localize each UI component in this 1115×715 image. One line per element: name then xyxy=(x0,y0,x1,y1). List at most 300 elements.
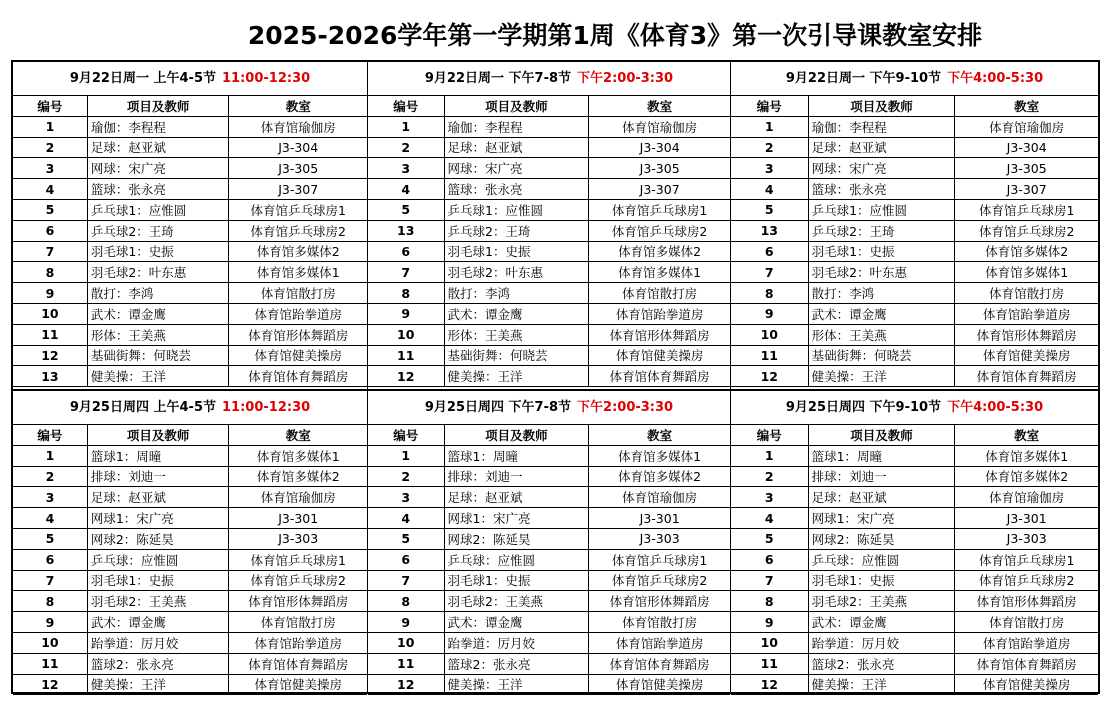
row-project-teacher: 健美操：王洋 xyxy=(808,366,955,387)
table-header-row xyxy=(13,425,367,445)
row-project-teacher: 散打：李鸿 xyxy=(444,283,589,304)
row-room: 体育馆多媒体1 xyxy=(589,445,730,466)
row-number: 5 xyxy=(731,199,808,220)
row-project-teacher: 足球：赵亚斌 xyxy=(808,137,955,158)
row-number: 9 xyxy=(731,303,808,324)
row-room: J3-305 xyxy=(955,158,1098,179)
table-row xyxy=(731,116,1098,137)
row-room: 体育馆多媒体1 xyxy=(229,445,367,466)
row-project-teacher: 排球：刘迪一 xyxy=(444,466,589,487)
table-header-row xyxy=(13,96,367,116)
row-room: 体育馆乒乓球房1 xyxy=(955,549,1098,570)
row-number: 7 xyxy=(13,241,87,262)
row-number: 3 xyxy=(368,487,444,508)
table-row xyxy=(13,116,367,137)
row-project-teacher: 网球：宋广亮 xyxy=(808,158,955,179)
table-row xyxy=(368,674,730,695)
schedule-grid xyxy=(11,60,1100,694)
row-project-teacher: 篮球2：张永亮 xyxy=(444,653,589,674)
row-project-teacher: 武术：谭金鹰 xyxy=(808,303,955,324)
row-room: 体育馆瑜伽房 xyxy=(589,487,730,508)
row-room: 体育馆形体舞蹈房 xyxy=(955,324,1098,345)
row-room: 体育馆跆拳道房 xyxy=(589,632,730,653)
row-number: 11 xyxy=(731,345,808,366)
table-row xyxy=(13,262,367,283)
row-project-teacher: 乒乓球1：应惟圆 xyxy=(87,199,229,220)
row-number: 5 xyxy=(368,199,444,220)
row-project-teacher: 羽毛球1：史振 xyxy=(444,241,589,262)
row-number: 7 xyxy=(731,262,808,283)
row-room: 体育馆健美操房 xyxy=(229,674,367,695)
row-number: 1 xyxy=(368,116,444,137)
row-number: 7 xyxy=(368,262,444,283)
row-project-teacher: 乒乓球：应惟圆 xyxy=(444,549,589,570)
table-header-row xyxy=(368,425,730,445)
table-row xyxy=(13,445,367,466)
table-row xyxy=(13,179,367,200)
row-room: 体育馆乒乓球房2 xyxy=(229,570,367,591)
session-time: 下午2:00-3:30 xyxy=(577,71,674,86)
table-row xyxy=(731,528,1098,549)
row-project-teacher: 足球：赵亚斌 xyxy=(87,137,229,158)
table-row xyxy=(13,241,367,262)
table-row xyxy=(13,366,367,387)
row-room: J3-301 xyxy=(955,508,1098,529)
row-room: J3-304 xyxy=(589,137,730,158)
row-project-teacher: 网球1：宋广亮 xyxy=(808,508,955,529)
row-project-teacher: 乒乓球2：王琦 xyxy=(444,220,589,241)
row-number: 3 xyxy=(13,487,87,508)
row-room: 体育馆多媒体2 xyxy=(589,241,730,262)
row-room: 体育馆瑜伽房 xyxy=(955,487,1098,508)
row-number: 9 xyxy=(13,283,87,304)
row-room: 体育馆乒乓球房2 xyxy=(589,570,730,591)
table-row xyxy=(368,570,730,591)
row-room: 体育馆健美操房 xyxy=(589,674,730,695)
row-number: 8 xyxy=(368,283,444,304)
row-number: 10 xyxy=(731,632,808,653)
table-header-row xyxy=(368,96,730,116)
row-project-teacher: 足球：赵亚斌 xyxy=(444,137,589,158)
schedule-header xyxy=(731,391,1098,425)
row-number: 3 xyxy=(731,158,808,179)
row-room: J3-307 xyxy=(955,179,1098,200)
table-row xyxy=(731,303,1098,324)
schedule-block xyxy=(13,389,367,692)
table-row xyxy=(368,220,730,241)
row-number: 2 xyxy=(368,466,444,487)
header-no: 编号 xyxy=(13,96,87,116)
row-project-teacher: 健美操：王洋 xyxy=(808,674,955,695)
header-no: 编号 xyxy=(731,425,808,445)
row-number: 2 xyxy=(731,137,808,158)
row-project-teacher: 网球2：陈延昊 xyxy=(87,528,229,549)
session-time: 11:00-12:30 xyxy=(222,400,311,415)
row-project-teacher: 乒乓球2：王琦 xyxy=(87,220,229,241)
row-project-teacher: 篮球：张永亮 xyxy=(87,179,229,200)
row-project-teacher: 乒乓球2：王琦 xyxy=(808,220,955,241)
row-number: 13 xyxy=(13,366,87,387)
schedule-table xyxy=(731,425,1098,695)
row-project-teacher: 基础街舞：何晓芸 xyxy=(808,345,955,366)
row-room: 体育馆跆拳道房 xyxy=(229,632,367,653)
row-number: 11 xyxy=(13,653,87,674)
row-number: 13 xyxy=(731,220,808,241)
row-room: 体育馆乒乓球房2 xyxy=(955,220,1098,241)
row-number: 12 xyxy=(368,674,444,695)
row-room: J3-305 xyxy=(589,158,730,179)
session-date: 9月25日周四 下午9-10节 xyxy=(785,400,942,415)
schedule-block xyxy=(13,62,367,389)
row-number: 6 xyxy=(731,241,808,262)
row-room: 体育馆瑜伽房 xyxy=(229,487,367,508)
table-row xyxy=(13,466,367,487)
row-room: 体育馆形体舞蹈房 xyxy=(229,324,367,345)
row-room: 体育馆健美操房 xyxy=(955,674,1098,695)
row-project-teacher: 瑜伽：李程程 xyxy=(808,116,955,137)
row-project-teacher: 网球2：陈延昊 xyxy=(444,528,589,549)
row-number: 3 xyxy=(13,158,87,179)
row-project-teacher: 羽毛球2：王美燕 xyxy=(87,591,229,612)
row-number: 6 xyxy=(13,549,87,570)
row-project-teacher: 足球：赵亚斌 xyxy=(808,487,955,508)
row-number: 8 xyxy=(731,283,808,304)
table-row xyxy=(731,653,1098,674)
table-row xyxy=(13,137,367,158)
table-row xyxy=(13,528,367,549)
table-row xyxy=(731,549,1098,570)
row-number: 12 xyxy=(13,345,87,366)
header-project: 项目及教师 xyxy=(87,425,229,445)
table-row xyxy=(368,487,730,508)
table-row xyxy=(368,116,730,137)
row-project-teacher: 羽毛球1：史振 xyxy=(808,570,955,591)
row-number: 11 xyxy=(368,345,444,366)
row-number: 7 xyxy=(13,570,87,591)
row-room: 体育馆多媒体1 xyxy=(955,262,1098,283)
row-room: 体育馆跆拳道房 xyxy=(589,303,730,324)
row-number: 7 xyxy=(731,570,808,591)
header-room: 教室 xyxy=(955,425,1098,445)
row-room: 体育馆体育舞蹈房 xyxy=(589,366,730,387)
row-number: 1 xyxy=(13,445,87,466)
table-row xyxy=(13,158,367,179)
row-number: 12 xyxy=(13,674,87,695)
table-header-row xyxy=(731,425,1098,445)
page-title: 2025-2026学年第一学期第1周《体育3》第一次引导课教室安排 xyxy=(247,21,983,50)
row-number: 4 xyxy=(731,179,808,200)
schedule-block xyxy=(730,62,1098,389)
header-project: 项目及教师 xyxy=(444,425,589,445)
table-row xyxy=(731,612,1098,633)
row-room: 体育馆瑜伽房 xyxy=(955,116,1098,137)
header-project: 项目及教师 xyxy=(87,96,229,116)
row-number: 6 xyxy=(731,549,808,570)
row-number: 4 xyxy=(13,179,87,200)
row-room: 体育馆多媒体2 xyxy=(955,466,1098,487)
row-project-teacher: 羽毛球1：史振 xyxy=(87,570,229,591)
table-row xyxy=(368,303,730,324)
schedule-header xyxy=(368,62,730,96)
table-row xyxy=(368,345,730,366)
row-number: 12 xyxy=(368,366,444,387)
row-project-teacher: 散打：李鸿 xyxy=(808,283,955,304)
table-row xyxy=(368,528,730,549)
schedule-block xyxy=(367,62,730,389)
row-number: 13 xyxy=(368,220,444,241)
row-project-teacher: 排球：刘迪一 xyxy=(808,466,955,487)
row-project-teacher: 瑜伽：李程程 xyxy=(87,116,229,137)
table-row xyxy=(368,137,730,158)
row-room: J3-301 xyxy=(229,508,367,529)
row-project-teacher: 乒乓球：应惟圆 xyxy=(808,549,955,570)
row-room: J3-305 xyxy=(229,158,367,179)
table-row xyxy=(368,366,730,387)
row-room: 体育馆体育舞蹈房 xyxy=(955,366,1098,387)
table-row xyxy=(368,324,730,345)
row-project-teacher: 瑜伽：李程程 xyxy=(444,116,589,137)
row-number: 7 xyxy=(368,570,444,591)
row-number: 8 xyxy=(368,591,444,612)
table-row xyxy=(731,158,1098,179)
table-row xyxy=(731,345,1098,366)
header-project: 项目及教师 xyxy=(808,96,955,116)
table-row xyxy=(13,570,367,591)
row-number: 3 xyxy=(731,487,808,508)
header-room: 教室 xyxy=(589,425,730,445)
table-row xyxy=(13,487,367,508)
row-room: J3-303 xyxy=(229,528,367,549)
row-project-teacher: 足球：赵亚斌 xyxy=(87,487,229,508)
row-room: 体育馆多媒体2 xyxy=(229,466,367,487)
row-project-teacher: 武术：谭金鹰 xyxy=(444,612,589,633)
session-date: 9月22日周一 上午4-5节 xyxy=(69,71,216,86)
row-project-teacher: 跆拳道：厉月姣 xyxy=(444,632,589,653)
schedule-header xyxy=(13,62,367,96)
row-project-teacher: 篮球：张永亮 xyxy=(444,179,589,200)
row-number: 1 xyxy=(731,116,808,137)
row-number: 4 xyxy=(368,508,444,529)
row-number: 12 xyxy=(731,674,808,695)
table-row xyxy=(731,137,1098,158)
row-room: J3-303 xyxy=(589,528,730,549)
row-number: 6 xyxy=(368,241,444,262)
row-project-teacher: 跆拳道：厉月姣 xyxy=(87,632,229,653)
session-date: 9月25日周四 上午4-5节 xyxy=(69,400,216,415)
row-room: 体育馆形体舞蹈房 xyxy=(955,591,1098,612)
row-project-teacher: 乒乓球：应惟圆 xyxy=(87,549,229,570)
row-number: 8 xyxy=(13,262,87,283)
table-row xyxy=(731,199,1098,220)
row-room: 体育馆散打房 xyxy=(589,283,730,304)
session-date: 9月25日周四 下午7-8节 xyxy=(424,400,572,415)
row-number: 6 xyxy=(13,220,87,241)
table-row xyxy=(731,324,1098,345)
row-project-teacher: 网球2：陈延昊 xyxy=(808,528,955,549)
row-number: 5 xyxy=(368,528,444,549)
table-row xyxy=(368,591,730,612)
row-number: 10 xyxy=(731,324,808,345)
table-row xyxy=(368,632,730,653)
row-number: 3 xyxy=(368,158,444,179)
row-room: 体育馆形体舞蹈房 xyxy=(589,591,730,612)
row-room: 体育馆健美操房 xyxy=(589,345,730,366)
row-room: 体育馆散打房 xyxy=(955,283,1098,304)
row-number: 10 xyxy=(368,632,444,653)
table-row xyxy=(731,570,1098,591)
row-number: 10 xyxy=(13,303,87,324)
table-row xyxy=(731,179,1098,200)
table-row xyxy=(731,262,1098,283)
header-room: 教室 xyxy=(589,96,730,116)
row-room: 体育馆乒乓球房2 xyxy=(589,220,730,241)
table-row xyxy=(13,199,367,220)
row-room: 体育馆多媒体1 xyxy=(955,445,1098,466)
row-project-teacher: 武术：谭金鹰 xyxy=(87,303,229,324)
schedule-table xyxy=(368,96,730,387)
session-time: 11:00-12:30 xyxy=(222,71,311,86)
row-room: 体育馆散打房 xyxy=(589,612,730,633)
table-row xyxy=(731,366,1098,387)
row-project-teacher: 羽毛球1：史振 xyxy=(87,241,229,262)
table-row xyxy=(13,632,367,653)
row-number: 2 xyxy=(368,137,444,158)
header-project: 项目及教师 xyxy=(444,96,589,116)
row-project-teacher: 羽毛球2：叶东惠 xyxy=(444,262,589,283)
row-number: 11 xyxy=(13,324,87,345)
session-date: 9月22日周一 下午7-8节 xyxy=(424,71,572,86)
row-room: 体育馆乒乓球房1 xyxy=(229,199,367,220)
table-row xyxy=(13,220,367,241)
header-no: 编号 xyxy=(731,96,808,116)
header-no: 编号 xyxy=(368,425,444,445)
row-number: 5 xyxy=(731,528,808,549)
schedule-header xyxy=(731,62,1098,96)
table-header-row xyxy=(731,96,1098,116)
header-room: 教室 xyxy=(229,425,367,445)
table-row xyxy=(368,262,730,283)
row-room: 体育馆形体舞蹈房 xyxy=(589,324,730,345)
row-project-teacher: 排球：刘迪一 xyxy=(87,466,229,487)
row-number: 2 xyxy=(13,466,87,487)
table-row xyxy=(731,445,1098,466)
table-row xyxy=(368,179,730,200)
row-project-teacher: 健美操：王洋 xyxy=(87,366,229,387)
table-row xyxy=(13,591,367,612)
row-room: J3-307 xyxy=(589,179,730,200)
row-number: 9 xyxy=(13,612,87,633)
row-room: J3-304 xyxy=(229,137,367,158)
row-project-teacher: 武术：谭金鹰 xyxy=(808,612,955,633)
row-project-teacher: 网球1：宋广亮 xyxy=(87,508,229,529)
row-project-teacher: 形体：王美燕 xyxy=(808,324,955,345)
row-room: 体育馆健美操房 xyxy=(229,345,367,366)
row-number: 4 xyxy=(368,179,444,200)
session-time: 下午4:00-5:30 xyxy=(947,71,1044,86)
session-time: 下午2:00-3:30 xyxy=(577,400,674,415)
row-room: 体育馆多媒体2 xyxy=(955,241,1098,262)
table-row xyxy=(731,632,1098,653)
row-number: 5 xyxy=(13,199,87,220)
row-project-teacher: 武术：谭金鹰 xyxy=(87,612,229,633)
table-row xyxy=(13,508,367,529)
row-number: 9 xyxy=(368,303,444,324)
row-number: 6 xyxy=(368,549,444,570)
row-project-teacher: 篮球1：周曈 xyxy=(444,445,589,466)
row-project-teacher: 篮球1：周曈 xyxy=(87,445,229,466)
row-project-teacher: 跆拳道：厉月姣 xyxy=(808,632,955,653)
row-number: 9 xyxy=(731,612,808,633)
row-number: 5 xyxy=(13,528,87,549)
row-room: 体育馆体育舞蹈房 xyxy=(229,653,367,674)
table-row xyxy=(731,241,1098,262)
table-row xyxy=(13,674,367,695)
row-number: 2 xyxy=(13,137,87,158)
table-row xyxy=(368,466,730,487)
row-number: 8 xyxy=(13,591,87,612)
row-project-teacher: 形体：王美燕 xyxy=(87,324,229,345)
table-row xyxy=(731,220,1098,241)
session-date: 9月22日周一 下午9-10节 xyxy=(785,71,942,86)
row-project-teacher: 网球1：宋广亮 xyxy=(444,508,589,529)
row-project-teacher: 散打：李鸿 xyxy=(87,283,229,304)
row-room: 体育馆多媒体1 xyxy=(589,262,730,283)
schedule-header xyxy=(368,391,730,425)
row-room: 体育馆乒乓球房1 xyxy=(955,199,1098,220)
row-project-teacher: 羽毛球2：王美燕 xyxy=(808,591,955,612)
table-row xyxy=(368,445,730,466)
table-row xyxy=(731,283,1098,304)
row-room: 体育馆健美操房 xyxy=(955,345,1098,366)
row-number: 4 xyxy=(13,508,87,529)
row-room: 体育馆瑜伽房 xyxy=(229,116,367,137)
row-project-teacher: 篮球2：张永亮 xyxy=(808,653,955,674)
schedule-table xyxy=(731,96,1098,387)
header-no: 编号 xyxy=(368,96,444,116)
row-number: 1 xyxy=(731,445,808,466)
table-row xyxy=(13,324,367,345)
row-project-teacher: 乒乓球1：应惟圆 xyxy=(808,199,955,220)
row-room: 体育馆体育舞蹈房 xyxy=(229,366,367,387)
row-project-teacher: 武术：谭金鹰 xyxy=(444,303,589,324)
table-row xyxy=(368,158,730,179)
row-project-teacher: 篮球1：周曈 xyxy=(808,445,955,466)
row-room: 体育馆瑜伽房 xyxy=(589,116,730,137)
row-room: 体育馆体育舞蹈房 xyxy=(589,653,730,674)
schedule-block xyxy=(367,389,730,692)
row-room: 体育馆多媒体2 xyxy=(229,241,367,262)
row-project-teacher: 网球：宋广亮 xyxy=(444,158,589,179)
table-row xyxy=(13,303,367,324)
row-project-teacher: 网球：宋广亮 xyxy=(87,158,229,179)
table-row xyxy=(13,345,367,366)
row-number: 9 xyxy=(368,612,444,633)
row-number: 4 xyxy=(731,508,808,529)
row-room: J3-301 xyxy=(589,508,730,529)
row-project-teacher: 羽毛球2：叶东惠 xyxy=(87,262,229,283)
row-room: 体育馆乒乓球房1 xyxy=(589,549,730,570)
row-number: 11 xyxy=(731,653,808,674)
row-number: 8 xyxy=(731,591,808,612)
row-room: 体育馆多媒体1 xyxy=(229,262,367,283)
table-row xyxy=(731,466,1098,487)
row-project-teacher: 健美操：王洋 xyxy=(87,674,229,695)
row-project-teacher: 健美操：王洋 xyxy=(444,366,589,387)
row-project-teacher: 足球：赵亚斌 xyxy=(444,487,589,508)
table-row xyxy=(368,199,730,220)
row-project-teacher: 健美操：王洋 xyxy=(444,674,589,695)
row-number: 10 xyxy=(368,324,444,345)
